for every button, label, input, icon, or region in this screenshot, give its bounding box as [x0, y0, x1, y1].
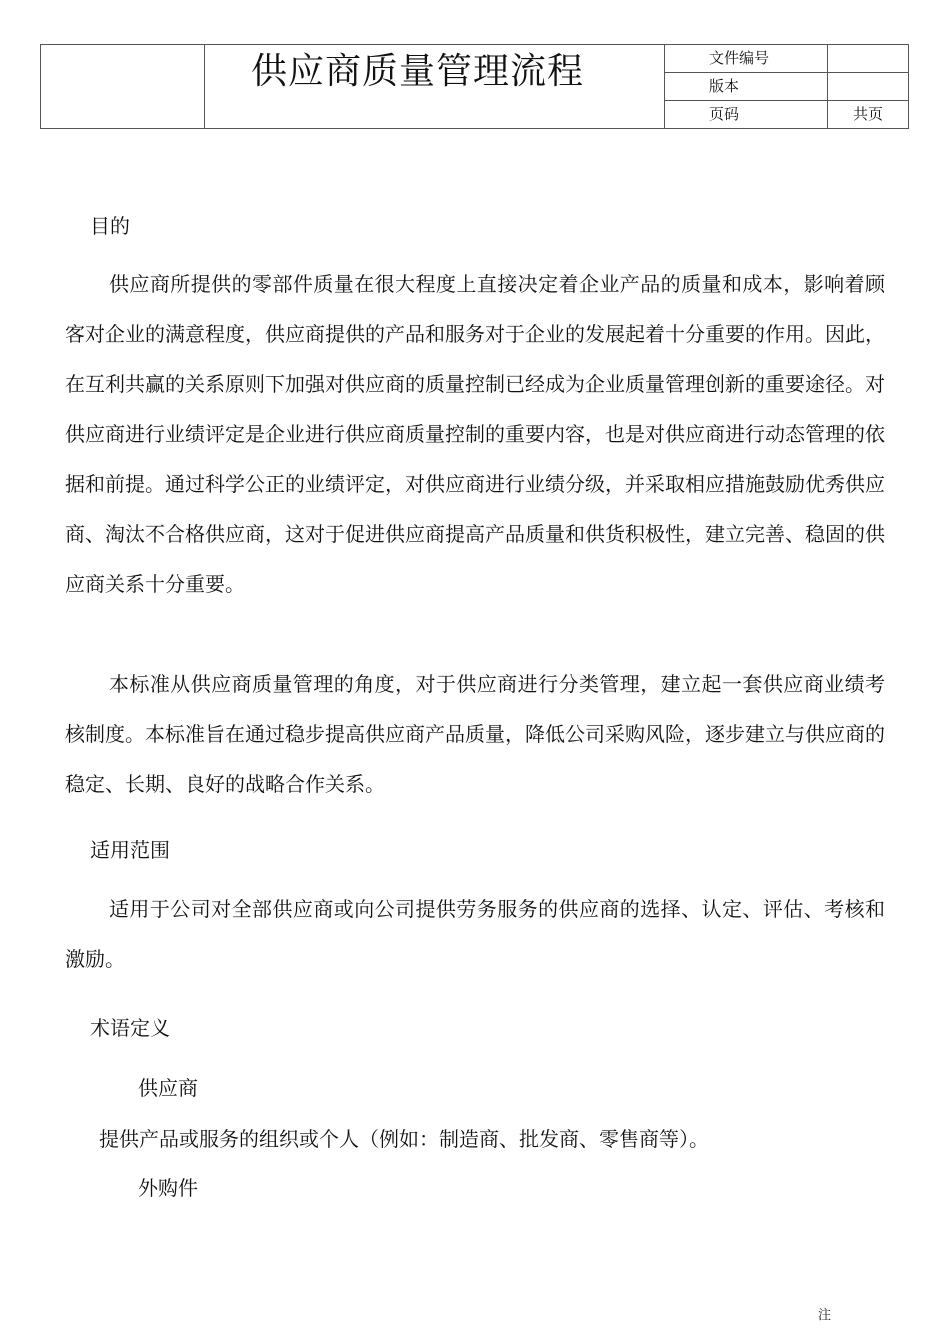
- page-label: 页码: [665, 101, 828, 129]
- purpose-paragraph-1: 供应商所提供的零部件质量在很大程度上直接决定着企业产品的质量和成本，影响着顾客对企业的满意程度，供应商提供的产品和服务对于企业的发展起着十分重要的作用。因此，在互利共赢的关系原则下加强对供应商的质量控制已经成为企业质量管理创新的重要途径。对供应商进行业绩评定是企业进行供应商质量控制的重要内容，也是对供应商进行动态管理的依据和前提。通过科学公正的业绩评定，对供应商进行业绩分级，并采取相应措施鼓励优秀供应商、淘汰不合格供应商，这对于促进供应商提高产品质量和供货积极性，建立完善、稳固的供应商关系十分重要。: [65, 272, 885, 596]
- version-value: [828, 73, 909, 101]
- term-purchased-part: 外购件: [138, 1176, 198, 1200]
- header-blank-cell: [41, 45, 205, 129]
- document-title: 供应商质量管理流程: [251, 51, 585, 92]
- term-supplier-definition: 提供产品或服务的组织或个人（例如：制造商、批发商、零售商等）。: [99, 1127, 709, 1151]
- version-label: 版本: [665, 73, 828, 101]
- purpose-paragraph-2: 本标准从供应商质量管理的角度，对于供应商进行分类管理，建立起一套供应商业绩考核制度。本标准旨在通过稳步提高供应商产品质量，降低公司采购风险，逐步建立与供应商的稳定、长期、良好的战略合作关系。: [65, 672, 885, 796]
- terms-heading: 术语定义: [90, 1016, 170, 1040]
- file-number-label: 文件编号: [665, 45, 828, 73]
- term-supplier: 供应商: [138, 1076, 198, 1100]
- scope-heading: 适用范围: [90, 838, 170, 862]
- document-header-table: [40, 44, 909, 129]
- scope-paragraph: 适用于公司对全部供应商或向公司提供劳务服务的供应商的选择、认定、评估、考核和激励。: [65, 897, 885, 971]
- total-pages-label: 共页: [828, 101, 909, 129]
- footnote-marker: 注: [818, 1308, 832, 1323]
- purpose-heading: 目的: [90, 214, 130, 238]
- header-title-cell: [205, 45, 665, 129]
- file-number-value: [828, 45, 909, 73]
